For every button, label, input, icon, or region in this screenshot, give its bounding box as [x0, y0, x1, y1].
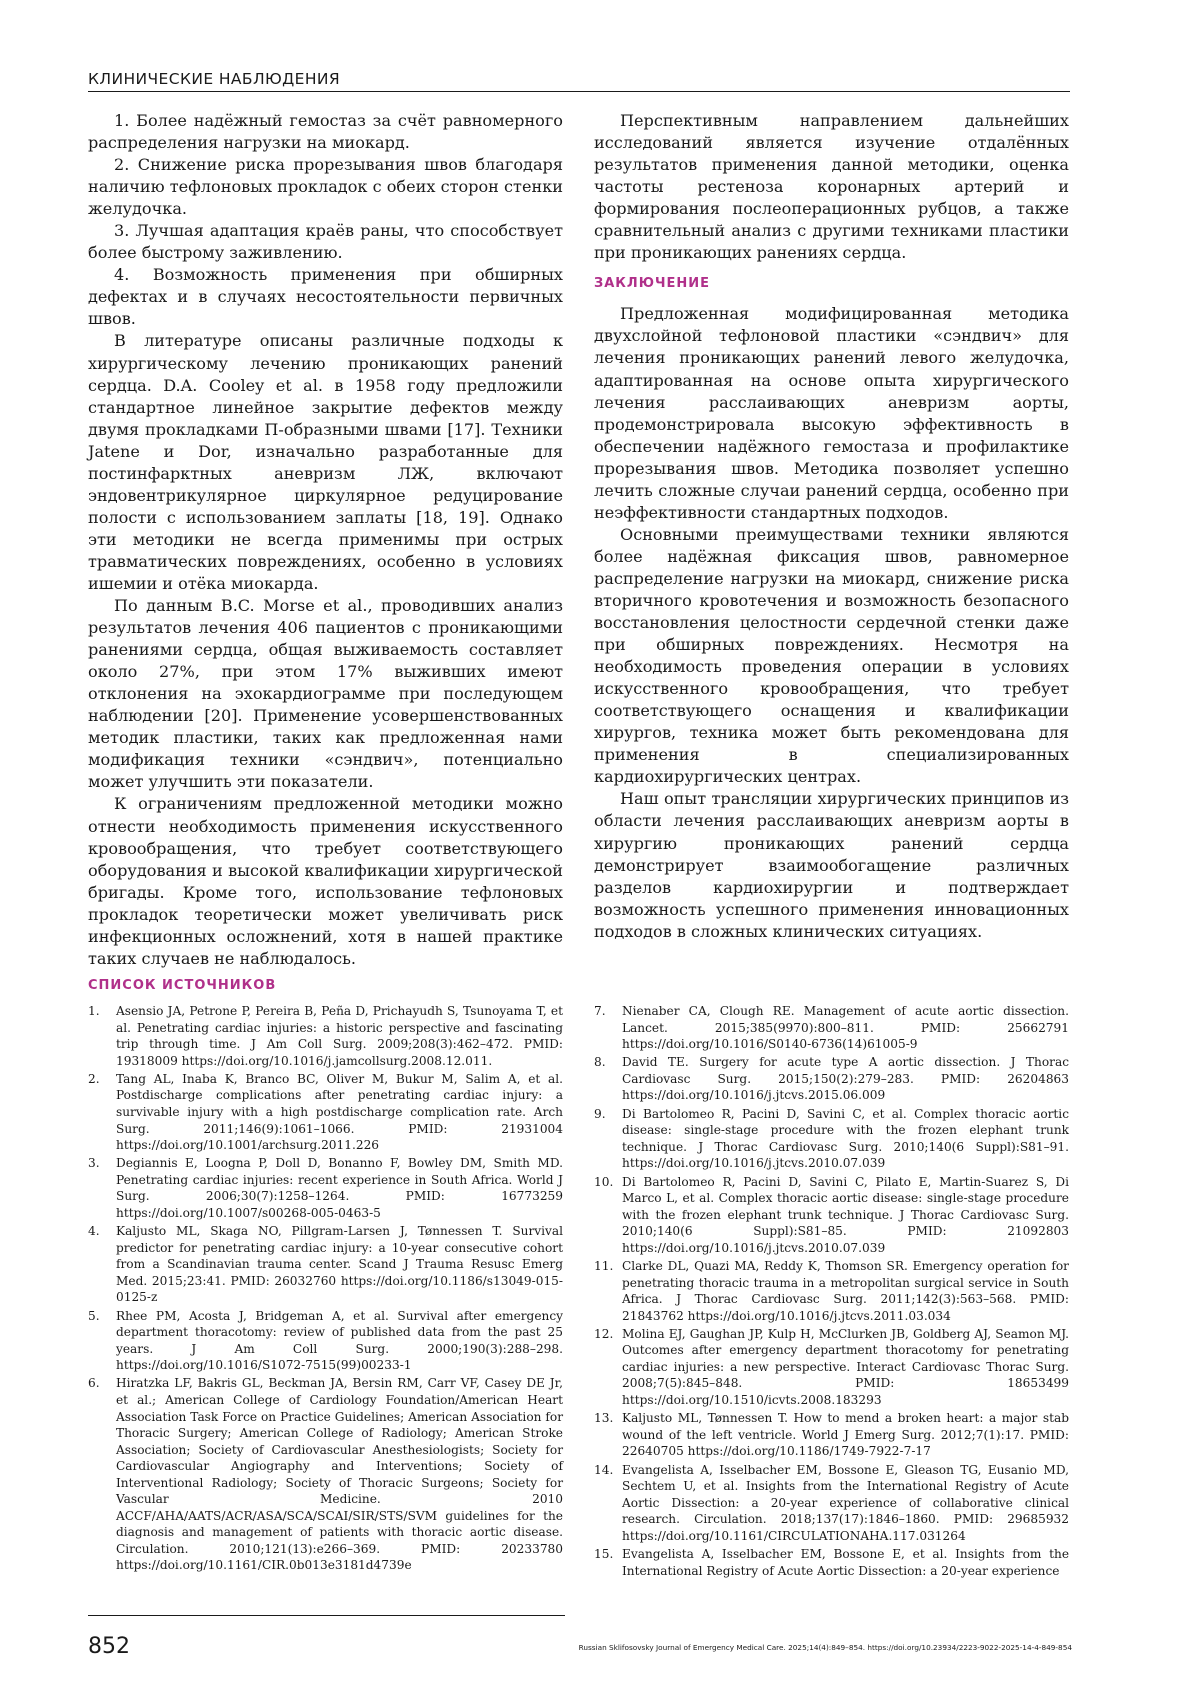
- references-list-right: [594, 1003, 1069, 1581]
- reference-item: [594, 1003, 1069, 1053]
- reference-text: Nienaber CA, Clough RE. Management of acute aortic dissection. Lancet. 2015;385(9970):800–811. PMID: 25662791 https://doi.org/10.1016/S0140-6736(14)61005-9: [622, 1004, 1069, 1052]
- footer-citation: Russian Sklifosovsky Journal of Emergency Medical Care. 2025;14(4):849–854. https://doi.org/10.23934/2223-9022-2025-14-4-849-854: [578, 1643, 1072, 1652]
- reference-number: 3.: [88, 1156, 100, 1171]
- reference-item: [594, 1326, 1069, 1409]
- reference-text: Evangelista A, Isselbacher EM, Bossone E, et al. Insights from the International Registry of Acute Aortic Dissection: a 20-year experience: [622, 1547, 1069, 1578]
- reference-text: Di Bartolomeo R, Pacini D, Savini C, Pilato E, Martin-Suarez S, Di Marco L, et al. Complex thoracic aortic disease: single-stage procedure with the frozen elephant trunk technique. J Thorac Cardiovasc Surg. 2010;140(6 Suppl):S81–85. PMID: 21092803 https://doi.org/10.1016/j.jtcvs.2010.07.039: [622, 1174, 1069, 1255]
- reference-text: Clarke DL, Quazi MA, Reddy K, Thomson SR. Emergency operation for penetrating thoracic trauma in a metropolitan surgical service in South Africa. J Thorac Cardiovasc Surg. 2011;142(3):563–568. PMID: 21843762 https://doi.org/10.1016/j.jtcvs.2011.03.034: [622, 1258, 1069, 1323]
- reference-text: David TE. Surgery for acute type A aortic dissection. J Thorac Cardiovasc Surg. 2015;150(2):279–283. PMID: 26204863 https://doi.org/10.1016/j.jtcvs.2015.06.009: [622, 1055, 1069, 1103]
- reference-text: Evangelista A, Isselbacher EM, Bossone E, Gleason TG, Eusanio MD, Sechtem U, et al. Insights from the International Registry of Acute Aortic Dissection: a 20-year experience of collaborative clinical research. Circulation. 2018;137(17):1846–1860. PMID: 29685932 https://doi.org/10.1161/CIRCULATIONAHA.117.031264: [622, 1462, 1069, 1543]
- reference-number: 1.: [88, 1004, 100, 1018]
- reference-text: Rhee PM, Acosta J, Bridgeman A, et al. Survival after emergency department thoracotomy: review of published data from the past 25 years. J Am Coll Surg. 2000;190(3):288–298. https://doi.org/10.1016/S1072-7515(99)00233-1: [116, 1308, 563, 1373]
- reference-number: 13.: [594, 1411, 614, 1426]
- reference-text: Kaljusto ML, Skaga NO, Pillgram-Larsen J, Tønnessen T. Survival predictor for penetrating cardiac injury: a 10-year consecutive cohort from a Scandinavian trauma center. Scand J Trauma Resusc Emerg Med. 2015;23:41. PMID: 26032760 https://doi.org/10.1186/s13049-015-0125-z: [116, 1224, 563, 1305]
- page-number: 852: [88, 1634, 130, 1659]
- paragraph: Основными преимуществами техники являются более надёжная фиксация швов, равномерное распределение нагрузки на миокард, снижение риска вторичного кровотечения и возможность безопасного восстановления целостности сердечной стенки даже при обширных повреждениях. Несмотря на необходимость проведения операции в условиях искусственного кровообращения, что требует соответствующего оснащения и квалификации хирургов, техника может быть рекомендована для применения в специализированных кардиохирургических центрах.: [594, 524, 1069, 787]
- paragraph: К ограничениям предложенной методики можно отнести необходимость применения искусственного кровообращения, что требует соответствующего оборудования и высокой квалификации хирургической бригады. Кроме того, использование тефлоновых прокладок теоретически может увеличивать риск инфекционных осложнений, хотя в нашей практике таких случаев не наблюдалось.: [88, 794, 563, 968]
- reference-number: 14.: [594, 1462, 614, 1477]
- reference-item: [88, 1003, 563, 1069]
- reference-text: Asensio JA, Petrone P, Pereira B, Peña D, Prichayudh S, Tsunoyama T, et al. Penetrating cardiac injuries: a historic perspective and fascinating trip through time. J Am Coll Surg. 2009;208(3):462–472. PMID: 19318009 https://doi.org/10.1016/j.jamcollsurg.2008.12.011.: [116, 1004, 563, 1068]
- reference-number: 5.: [88, 1308, 100, 1323]
- reference-number: 8.: [594, 1055, 606, 1070]
- paragraph: 1. Более надёжный гемостаз за счёт равномерного распределения нагрузки на миокард.: [88, 111, 563, 153]
- reference-item: [88, 1223, 563, 1306]
- reference-number: 4.: [88, 1224, 100, 1239]
- reference-number: 7.: [594, 1004, 606, 1018]
- reference-item: [88, 1071, 563, 1154]
- paragraph: В литературе описаны различные подходы к хирургическому лечению проникающих ранений сердца. D.A. Cooley et al. в 1958 году предложили стандартное линейное закрытие дефектов между двумя прокладками П-образными швами [17]. Техники Jatene и Dor, изначально разработанные для постинфарктных аневризм ЛЖ, включают эндовентрикулярное циркулярное редуцирование полости с использованием заплаты [18, 19]. Однако эти методики не всегда применимы при острых травматических повреждениях, особенно в условиях ишемии и отёка миокарда.: [88, 331, 563, 593]
- paragraph: По данным B.C. Morse et al., проводивших анализ результатов лечения 406 пациентов с проникающими ранениями сердца, общая выживаемость составляет около 27%, при этом 17% выживших имеют отклонения на эхокардиограмме при последующем наблюдении [20]. Применение усовершенствованных методик пластики, таких как предложенная нами модификация техники «сэндвич», потенциально может улучшить эти показатели.: [88, 596, 563, 792]
- reference-item: [594, 1546, 1069, 1579]
- reference-item: [594, 1410, 1069, 1460]
- reference-item: [594, 1054, 1069, 1104]
- reference-text: Kaljusto ML, Tønnessen T. How to mend a broken heart: a major stab wound of the left ventricle. World J Emerg Surg. 2012;7(1):17. PMID: 22640705 https://doi.org/10.1186/1749-7922-7-17: [622, 1411, 1069, 1459]
- reference-number: 15.: [594, 1547, 614, 1561]
- reference-text: Molina EJ, Gaughan JP, Kulp H, McClurken JB, Goldberg AJ, Seamon MJ. Outcomes after emergency department thoracotomy for penetrating cardiac injuries: a new perspective. Interact Cardiovasc Thorac Surg. 2008;7(5):845–848. PMID: 18653499 https://doi.org/10.1510/icvts.2008.183293: [622, 1326, 1069, 1408]
- paragraph: Предложенная модифицированная методика двухслойной тефлоновой пластики «сэндвич» для лечения проникающих ранений левого желудочка, адаптированная на основе опыта хирургического лечения расслаивающих аневризм аорты, продемонстрировала высокую эффективность в обеспечении надёжного гемостаза и профилактике прорезывания швов. Методика позволяет успешно лечить сложные случаи ранений сердца, особенно при неэффективности стандартных подходов.: [594, 304, 1069, 522]
- reference-text: Hiratzka LF, Bakris GL, Beckman JA, Bersin RM, Carr VF, Casey DE Jr, et al.; American College of Cardiology Foundation/American Heart Association Task Force on Practice Guidelines; American Association for Thoracic Surgery; American College of Radiology; American Stroke Association; Society of Cardiovascular Anesthesiologists; Society for Cardiovascular Angiography and Interventions; Society of Interventional Radiology; Society of Thoracic Surgeons; Society for Vascular Medicine. 2010 ACCF/AHA/AATS/ACR/ASA/SCA/SCAI/SIR/STS/SVM guidelines for the diagnosis and management of patients with thoracic aortic disease. Circulation. 2010;121(13):e266–369. PMID: 20233780 https://doi.org/10.1161/CIR.0b013e3181d4739e: [116, 1376, 563, 1573]
- reference-item: [594, 1462, 1069, 1545]
- conclusion-heading: ЗАКЛЮЧЕНИЕ: [594, 276, 711, 292]
- paragraph: Наш опыт трансляции хирургических принципов из области лечения расслаивающих аневризм аорты в хирургию проникающих ранений сердца демонстрирует взаимообогащение различных разделов кардиохирургии и подтверждает возможность успешного применения инновационных подходов в сложных клинических ситуациях.: [594, 789, 1069, 941]
- reference-item: [594, 1174, 1069, 1257]
- paragraph: Перспективным направлением дальнейших исследований является изучение отдалённых результатов применения данной методики, оценка частоты рестеноза коронарных артерий и формирования послеоперационных рубцов, а также сравнительный анализ с другими техниками пластики при проникающих ранениях сердца.: [594, 111, 1069, 263]
- reference-number: 12.: [594, 1326, 614, 1341]
- reference-number: 10.: [594, 1174, 614, 1189]
- reference-number: 2.: [88, 1071, 100, 1086]
- reference-number: 6.: [88, 1376, 100, 1391]
- reference-text: Di Bartolomeo R, Pacini D, Savini C, et al. Complex thoracic aortic disease: single-stage procedure with the frozen elephant trunk technique. J Thorac Cardiovasc Surg. 2010;140(6 Suppl):S81–91. https://doi.org/10.1016/j.jtcvs.2010.07.039: [622, 1106, 1069, 1171]
- reference-text: Degiannis E, Loogna P, Doll D, Bonanno F, Bowley DM, Smith MD. Penetrating cardiac injuries: recent experience in South Africa. World J Surg. 2006;30(7):1258–1264. PMID: 16773259 https://doi.org/10.1007/s00268-005-0463-5: [116, 1156, 563, 1220]
- paragraph: 2. Снижение риска прорезывания швов благодаря наличию тефлоновых прокладок с обеих сторон стенки желудочка.: [88, 155, 563, 219]
- reference-item: [88, 1375, 563, 1574]
- references-list-left: [88, 1003, 563, 1576]
- reference-item: [594, 1106, 1069, 1172]
- left-text-column: [88, 110, 563, 970]
- reference-item: [88, 1155, 563, 1221]
- reference-number: 11.: [594, 1258, 614, 1273]
- footer-divider: [88, 1615, 565, 1616]
- paragraph: 3. Лучшая адаптация краёв раны, что способствует более быстрому заживлению.: [88, 221, 563, 263]
- reference-item: [594, 1258, 1069, 1324]
- section-title: КЛИНИЧЕСКИЕ НАБЛЮДЕНИЯ: [88, 70, 1070, 92]
- reference-text: Tang AL, Inaba K, Branco BC, Oliver M, Bukur M, Salim A, et al. Postdischarge complications after penetrating cardiac injury: a survivable injury with a high postdischarge complication rate. Arch Surg. 2011;146(9):1061–1066. PMID: 21931004 https://doi.org/10.1001/archsurg.2011.226: [116, 1071, 563, 1153]
- right-text-column: [594, 110, 1069, 943]
- paragraph: 4. Возможность применения при обширных дефектах и в случаях несостоятельности первичных швов.: [88, 265, 563, 329]
- references-heading: СПИСОК ИСТОЧНИКОВ: [88, 978, 277, 993]
- reference-item: [88, 1308, 563, 1374]
- reference-number: 9.: [594, 1106, 606, 1121]
